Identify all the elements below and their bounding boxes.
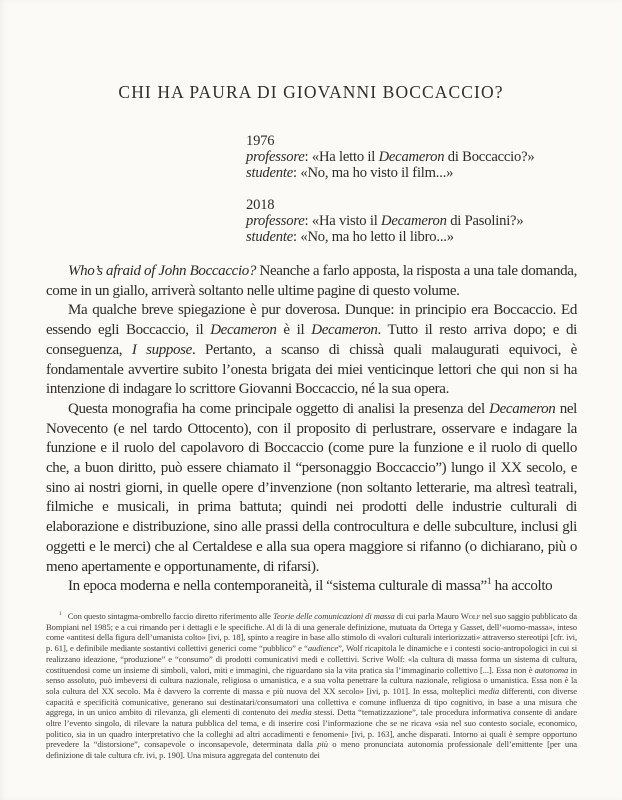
body-paragraph: Questa monografia ha come principale oggetto di analisi la presenza del Decameron nel Novecento (e nel tardo Ottocento), con il proposito di perlustrare, osservare e indagare la funzione e il ruolo del capolavoro di Boccaccio (come pure la funzione e il ruolo di quello che, a buon diritto, può essere chiamato il “personaggio Boccaccio”) lungo il XX secolo, e sino ai nostri giorni, in quelle opere d’invenzione (non soltanto letterarie, ma altresì teatrali, filmiche e musicali, in prima battuta; quindi nei prodotti delle industrie culturali di elaborazione e distribuzione, sino alle prassi della controcultura e delle subculture, inclusi gli oggetti e le merci) che al Certaldese e alla sua opera maggiore si rifanno (o dichiarano, più o meno apertamente e opportunamente, di rifarsi). (46, 400, 577, 575)
body-paragraph: In epoca moderna e nella contemporaneità, il “sistema culturale di massa”$^1$ ha accolto (68, 577, 553, 595)
epigraph-line: studente: «No, ma ho visto il film...» (246, 165, 454, 182)
body-paragraph: Ma qualche breve spiegazione è pur doverosa. Dunque: in principio era Boccaccio. Ed essendo egli Boccaccio, il Decameron è il Decameron. Tutto il resto arriva dopo; e di conseguenza, I suppose. Pertanto, a scanso di chissà quali malaugurati equivoci, è fondamentale avvertire subito l’onesta brigata dei miei venticinque lettori che qui non si ha intenzione di indagare lo scrittore Giovanni Boccaccio, né la sua opera. (46, 302, 577, 398)
body-text (46, 262, 577, 597)
chapter-title: CHI HA PAURA DI GIOVANNI BOCCACCIO? (118, 82, 504, 102)
epigraph-line: studente: «No, ma ho letto il libro...» (246, 229, 454, 246)
epigraph-line: professore: «Ha visto il Decameron di Pasolini?» (246, 212, 524, 229)
epigraph-year: 2018 (246, 196, 275, 213)
epigraph-section (246, 133, 582, 260)
body-paragraph: Who’s afraid of John Boccaccio? Neanche a farlo apposta, la risposta a una tale domanda, come in un giallo, arriverà soltanto nelle ultime pagine di questo volume. (46, 263, 577, 299)
epigraph (246, 133, 582, 182)
epigraph-line: professore: «Ha letto il Decameron di Boccaccio?» (246, 149, 535, 166)
epigraph-year: 1976 (246, 133, 275, 149)
footnote: $^1$ Con questo sintagma-ombrello faccio diretto riferimento alle Teorie delle comunicazioni di massa di cui parla Mauro Wolf nel suo saggio pubblicato da Bompiani nel 1985; e a cui rimando per i dettagli e le specifiche. Al di là di una generale definizione, mutuata da Ortega y Gasset, dell’«uomo-massa», inteso come «antitesi della figura dell’umanista colto» [ivi, p. 18], spinto a reagire in base allo stimolo di «valori culturali interiorizzati» attraverso stereotipi [cfr. ivi, p. 61], e definibile mediante sostantivi collettivi generici come “pubblico” e “audience”, Wolf ricapitola le dinamiche e i contesti socio-antropologici in cui si realizzano ideazione, “produzione” e “consumo” di prodotti comunicativi medi e collettivi. Scrive Wolf: «la cultura di massa forma un sistema di cultura, costituendosi come un insieme di simboli, valori, miti e immagini, che riguardano sia la vita pratica sia l’immaginario collettivo [...]. Essa non è autonoma in senso assoluto, può imbeversi di cultura nazionale, religiosa o umanistica, e a sua volta penetrare la cultura nazionale, religiosa o umanistica. Essa non è la sola cultura del XX secolo. Ma è davvero la corrente di massa e più nuova del XX secolo» [ivi, p. 101]. In essa, molteplici media differenti, con diverse capacità e specificità comunicative, generano sui destinatari/consumatori una collettiva e comune influenza di tipo cognitivo, in base a una misura che aggrega, in un unico ambito di rilevanza, gli elementi di contenuto dei media stessi. Detta “tematizzazione”, tale procedura informativa consente di andare oltre l’evento singolo, di rilevare la natura pubblica del tema, e di inserire così l’informazione che se ne ricava «sia nel suo contesto sociale, economico, politico, sia in un quadro interpretativo che la colleghi ad altri accadimenti e fenomeni» [ivi, p. 163], anche disparati. Intorno ai quali è sempre opportuno prevedere la “distorsione”, consapevole o inconsapevole, determinata dalla più o meno pronunciata autonomia professionale dell’emittente [per una definizione di tale cultura cfr. ivi, p. 190]. Una misura aggregata del contenuto dei (46, 611, 577, 761)
epigraph (246, 197, 582, 246)
